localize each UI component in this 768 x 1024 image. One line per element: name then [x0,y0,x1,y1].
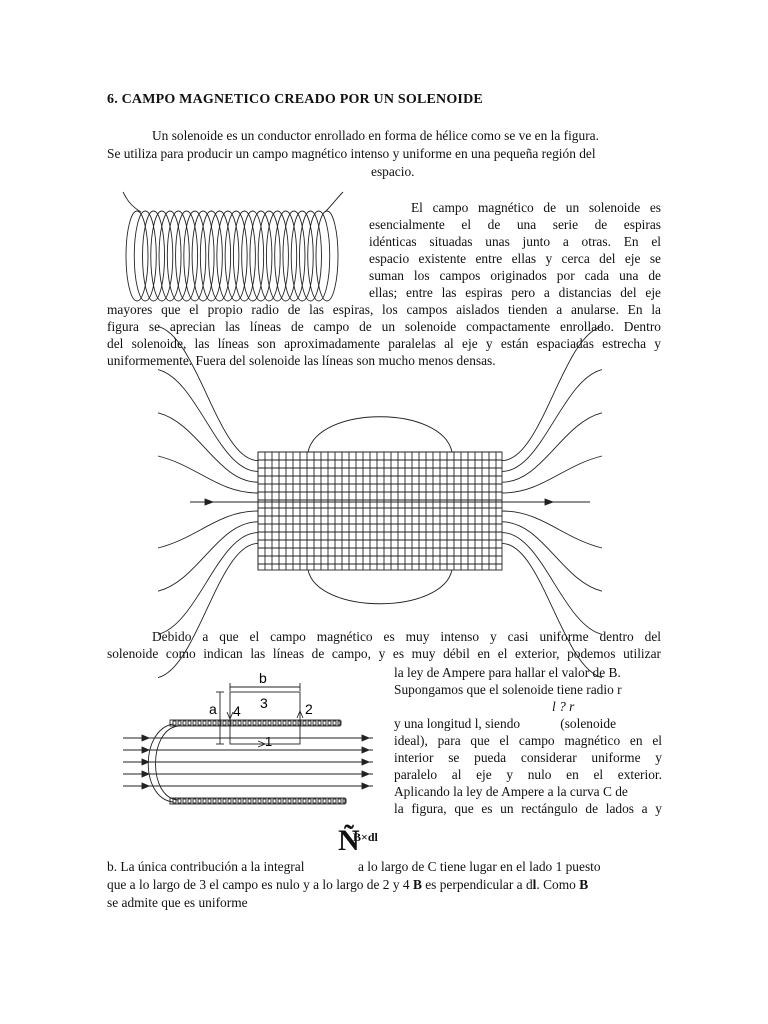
label-3: 3 [260,695,268,711]
field-line-left [158,533,258,635]
section-title: 6. CAMPO MAGNETICO CREADO POR UN SOLENOIDE [107,92,483,107]
winding-cell [278,721,281,725]
para3-line: la figura, que es un rectángulo de lados a y [394,801,662,816]
winding-cell [318,799,321,803]
winding-cell [223,721,226,725]
winding-cell [203,721,206,725]
winding-cell [263,721,266,725]
winding-cell [248,799,251,803]
winding-cell [313,721,316,725]
winding-cell [233,721,236,725]
para3-condition: l ? r [552,699,575,714]
para3-line: ideal), para que el campo magnético en el [394,733,662,748]
winding-cell [218,721,221,725]
winding-cell [263,799,266,803]
para2-line: esencialmente el de una serie de espiras [369,217,661,232]
arrow-head [142,771,149,777]
label-b: b [259,670,267,686]
winding-cell [338,799,341,803]
para2-full-width [107,301,661,369]
arrow-head [362,759,369,765]
winding-cell [278,799,281,803]
para2-line: del solenoide, las líneas son aproximadamente paralelas al eje y están espaciadas estrecha y [107,336,661,351]
text-run: . Como [536,877,580,892]
winding-cell [333,721,336,725]
para2-line: ellas; entre las espiras pero a distancias del eje [369,285,661,300]
coil-lead [325,192,343,212]
winding-cell [298,799,301,803]
field-line-left [158,413,258,482]
winding-cell [213,799,216,803]
winding-cell [258,721,261,725]
winding-cell [323,799,326,803]
label-4: 4 [233,703,241,719]
winding-cell [328,799,331,803]
para3-line: y una longitud l, siendo (solenoide [394,716,617,731]
field-line-right [502,522,602,591]
winding-cell [313,799,316,803]
winding-cell [183,799,186,803]
para2-line: uniformemente. Fuera del solenoide las líneas son mucho menos densas. [107,353,496,368]
field-line-right [502,413,602,482]
para2-line: espacio existente entre ellas y cerca del eje se [369,251,661,266]
para2-line: idénticas situadas unas junto a otras. En el [369,234,661,249]
para2-right-column [369,199,661,301]
winding-cell [213,721,216,725]
winding-cell [303,799,306,803]
winding-cell [178,721,181,725]
winding-cell [293,799,296,803]
winding-cell [303,721,306,725]
integral-expression: B×dl [353,830,378,844]
winding-cell [283,721,286,725]
winding-cell [338,721,341,725]
outer-loop-bottom [308,570,452,604]
para3-line: Debido a que el campo magnético es muy intenso y casi uniforme dentro del [152,629,661,644]
winding-cell [238,799,241,803]
ampere-loop-figure [118,668,388,818]
winding-cell [193,721,196,725]
field-line-right [502,511,602,548]
winding-cell [283,799,286,803]
arrow-head [142,735,149,741]
winding-cell [203,799,206,803]
winding-cell [268,721,271,725]
winding-cell [218,799,221,803]
winding-cell [183,721,186,725]
winding-cell [273,721,276,725]
winding-cell [268,799,271,803]
winding-cell [193,799,196,803]
arrow-head [142,747,149,753]
winding-cell [233,799,236,803]
para3-line: solenoide como indican las líneas de campo, y es muy débil en el exterior, podemos utilizar [107,646,661,661]
label-2: 2 [305,701,313,717]
arrow-head [362,747,369,753]
winding-cell [173,721,176,725]
text-run: es perpendicular a d [421,877,533,892]
winding-cell [198,799,201,803]
winding-cell [253,799,256,803]
winding-cell [243,799,246,803]
label-a: a [209,701,217,717]
para2-line: El campo magnético de un solenoide es [411,200,661,215]
bold-l: l [532,877,537,892]
arrow-head [142,783,149,789]
field-line-left [158,511,258,548]
solenoid-end-curve [156,726,179,800]
solenoid-end-curve [148,724,173,802]
winding-cell [293,721,296,725]
winding-cell [308,799,311,803]
winding-cell [273,799,276,803]
winding-cell [288,721,291,725]
winding-cell [333,799,336,803]
winding-cell [208,799,211,803]
solenoid-body [258,452,502,570]
winding-cell [248,721,251,725]
solenoid-coil-figure [115,188,365,308]
winding-cell [178,799,181,803]
para3-line: paralelo al eje y nulo en el exterior. [394,767,662,782]
para3-bottom-line-2 [107,876,588,893]
winding-cell [323,721,326,725]
para2-line: mayores que el propio radio de las espiras, los campos aislados tienden a anularse. En la [107,302,661,317]
arrow-head [205,499,213,505]
winding-cell [328,721,331,725]
winding-cell [228,799,231,803]
winding-cell [318,721,321,725]
arrow-head [362,735,369,741]
para3-line: Aplicando la ley de Ampere a la curva C de [394,784,628,799]
field-line-right [502,456,602,493]
winding-cell [188,799,191,803]
intro-line-2: Se utiliza para producir un campo magnético intenso y uniforme en una pequeña región del [107,146,596,161]
outer-loop-top [308,417,452,452]
winding-cell [343,799,346,803]
solenoid-field-lines-figure [150,405,620,615]
winding-cell [288,799,291,803]
bold-B: B [579,877,589,892]
winding-cell [223,799,226,803]
winding-cell [258,799,261,803]
winding-cell [188,721,191,725]
field-line-right [502,370,602,472]
arrow-head [362,783,369,789]
para2-line: suman los campos originados por cada una de [369,268,661,283]
para3-bottom-line-3: se admite que es uniforme [107,895,248,910]
field-line-right [502,533,602,635]
arrow-head [362,771,369,777]
coil-lead [123,192,141,212]
winding-cell [198,721,201,725]
field-line-left [158,370,258,472]
para3-full-width [107,628,661,662]
field-line-left [158,456,258,493]
field-line-left [158,522,258,591]
text-run: que a lo largo de 3 el campo es nulo y a lo largo de 2 y 4 [107,877,410,892]
para3-line: interior se pueda considerar uniforme y [394,750,662,765]
bold-B: B [412,877,422,892]
para2-line: figura se aprecian las líneas de campo de un solenoide compactamente enrollado. Dentro [107,319,661,334]
para3-bottom-line-1: b. La única contribución a la integral a lo largo de C tiene lugar en el lado 1 puesto [107,859,601,874]
winding-cell [208,721,211,725]
intro-line-3: espacio. [371,164,415,179]
winding-cell [228,721,231,725]
para3-line: la ley de Ampere para hallar el valor de B. [394,665,621,680]
para3-line: Supongamos que el solenoide tiene radio r [394,682,622,697]
para3-right-column [394,664,662,817]
label-1: 1 [265,734,273,749]
winding-cell [298,721,301,725]
winding-cell [238,721,241,725]
integral-symbol: Ñ [338,824,360,857]
winding-cell [243,721,246,725]
winding-cell [253,721,256,725]
intro-line-1: Un solenoide es un conductor enrollado en forma de hélice como se ve en la figura. [152,128,599,143]
winding-cell [308,721,311,725]
arrow-head [545,499,553,505]
